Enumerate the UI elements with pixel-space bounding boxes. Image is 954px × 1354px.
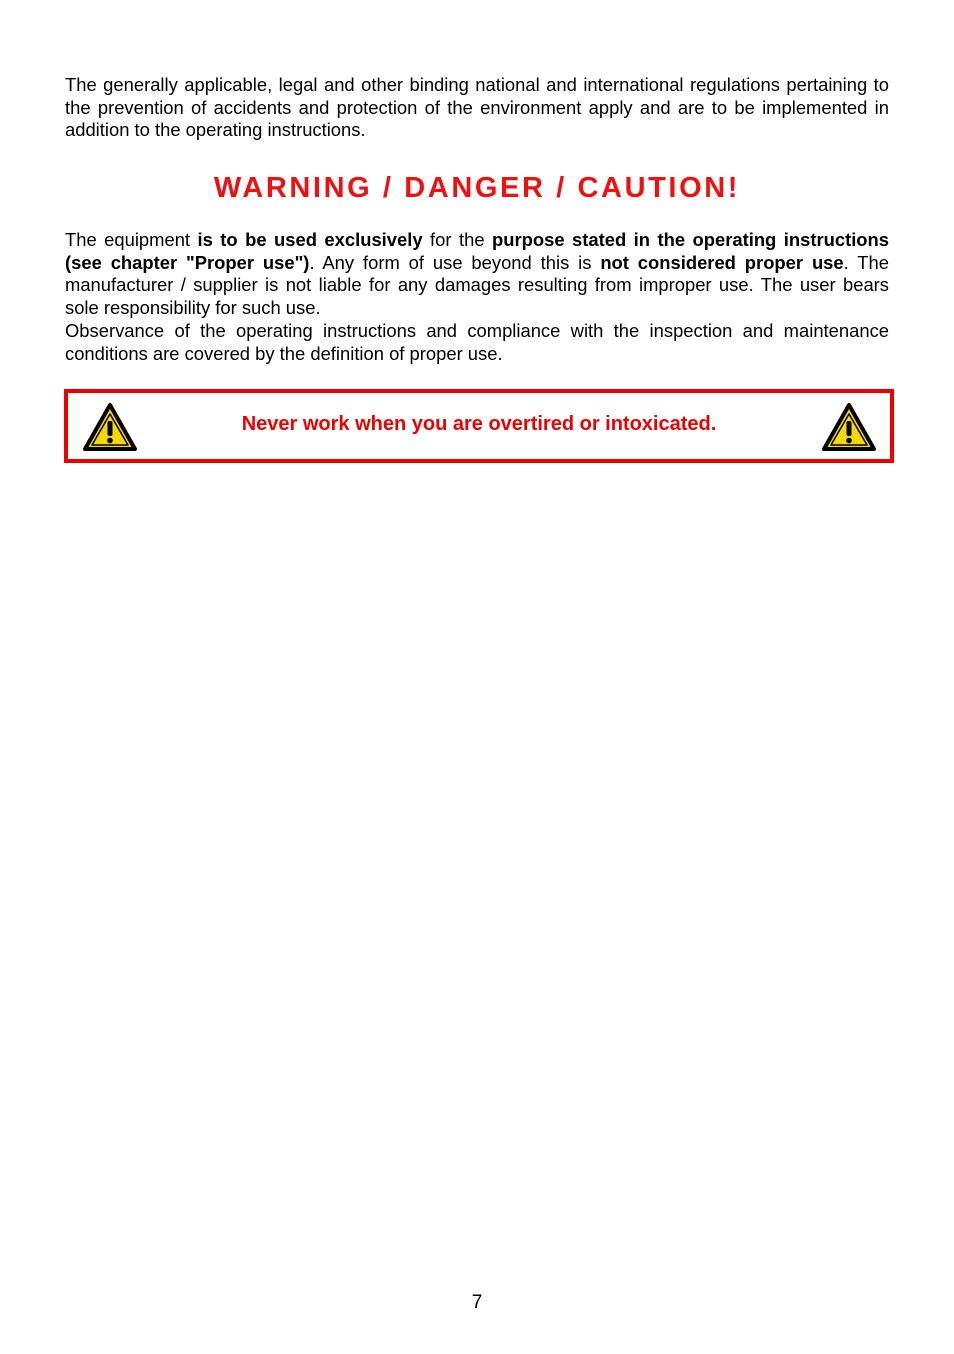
warning-triangle-icon — [821, 402, 877, 452]
usage-text-3: . Any form of use beyond this is — [309, 251, 601, 273]
usage-bold-2: purpose stated in the operating instructions (see chapter "Proper use") — [65, 229, 889, 273]
proper-use-paragraph — [65, 229, 889, 319]
usage-text-1: The equipment — [65, 229, 198, 250]
usage-text-4: . The manufacturer / supplier is not liable for any damages resulting from improper use. The user bears sole responsibility for such use. — [65, 251, 889, 318]
warning-text: Never work when you are overtired or intoxicated. — [241, 413, 717, 435]
warning-heading: WARNING / DANGER / CAUTION! — [213, 172, 741, 204]
usage-bold-1: is to be used exclusively — [197, 229, 423, 250]
usage-bold-3: not considered proper use — [600, 251, 844, 273]
usage-text-2: for the — [422, 229, 493, 250]
observance-paragraph: Observance of the operating instructions and compliance with the inspection and maintenance conditions are covered by the definition of proper use. — [65, 320, 889, 364]
page-number: 7 — [471, 1292, 483, 1313]
warning-box — [64, 389, 894, 463]
intro-paragraph: The generally applicable, legal and other binding national and international regulations pertaining to the prevention of accidents and protection of the environment apply and are to be implemented in addition to the operating instructions. — [65, 74, 889, 141]
